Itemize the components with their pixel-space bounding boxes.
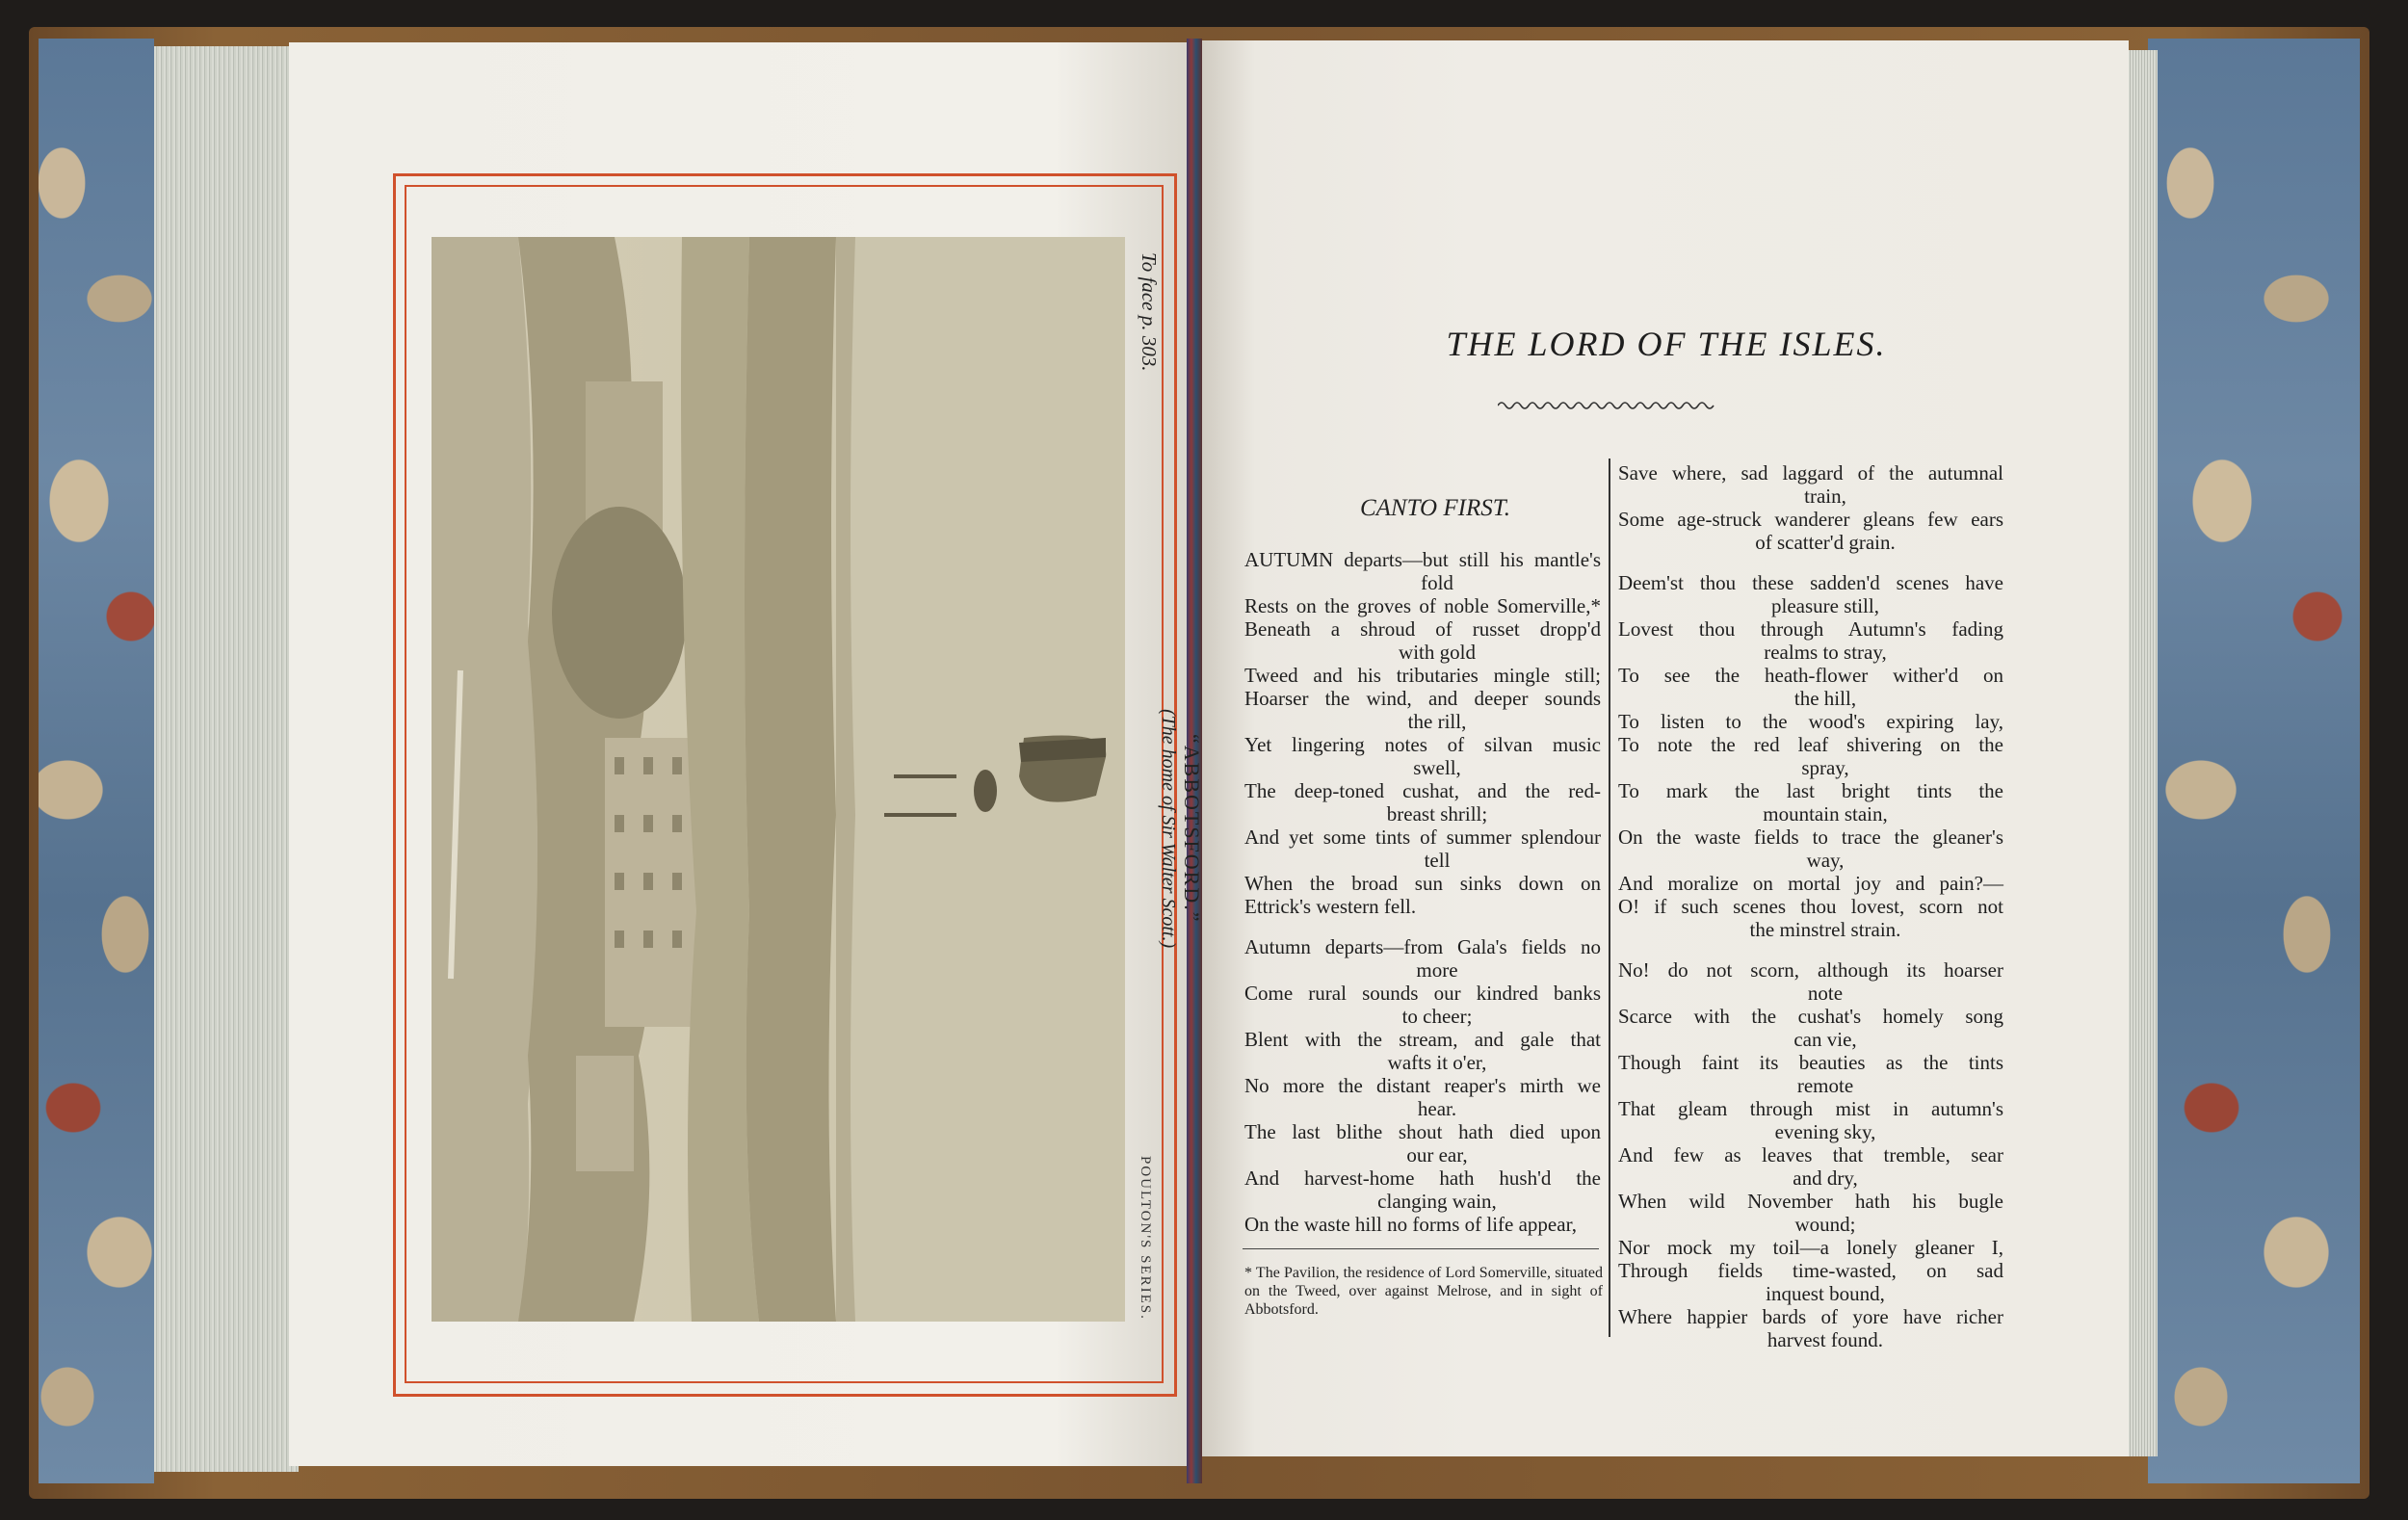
plate-caption-subtitle: (The home of Sir Walter Scott.) [1158,708,1179,949]
poem-line: Blent with the stream, and gale that [1244,1028,1601,1051]
poem-line: Through fields time-wasted, on sad [1618,1259,2003,1282]
poem-line: tell [1424,849,1451,872]
poem-column-right [1618,462,2003,1370]
canto-heading: CANTO FIRST. [1359,495,1511,521]
poem-line: our ear, [1406,1143,1468,1166]
poem-line: And yet some tints of summer splendour [1244,826,1601,849]
poem-line: of scatter'd grain. [1755,531,1896,554]
stanza [1244,549,1601,917]
abbotsford-photograph [432,237,1125,1322]
poem-line: Nor mock my toil—a lonely gleaner I, [1618,1236,2003,1259]
poem-line: When the broad sun sinks down on [1244,872,1601,895]
poem-line: Rests on the groves of noble Somerville,* [1244,594,1601,617]
poem-line: The deep-toned cushat, and the red- [1244,779,1601,802]
marbled-endpaper-left [39,39,154,1483]
footnote-rule [1243,1248,1599,1249]
photograph-image [432,237,1125,1322]
poem-line: On the waste fields to trace the gleaner's [1618,826,2003,849]
poem-line: wafts it o'er, [1387,1051,1487,1074]
poem-line: with gold [1399,641,1476,664]
poem-line: spray, [1801,756,1849,779]
title-ornament [1498,399,1714,412]
poem-line: No more the distant reaper's mirth we [1244,1074,1601,1097]
poem-line: To see the heath-flower wither'd on [1618,664,2003,687]
poem-line: the minstrel strain. [1749,918,1901,941]
poem-line: note [1807,982,1844,1005]
poem-line: pleasure still, [1771,594,1879,617]
stanza [1618,572,2003,940]
plate-caption-title: “ABBOTSFORD.” [1180,733,1204,924]
poem-line: AUTUMN departs—but still his mantle's [1244,548,1601,571]
poem-line: When wild November hath his bugle [1618,1190,2003,1213]
poem-line: Save where, sad laggard of the autumnal [1618,461,2003,485]
poem-line: hear. [1417,1097,1457,1120]
poem-line: No! do not scorn, although its hoarser [1618,958,2003,982]
poem-line: Deem'st thou these sadden'd scenes have [1618,571,2003,594]
series-label: POULTON'S SERIES. [1138,1156,1153,1321]
poem-title: THE LORD OF THE ISLES. [1446,325,1887,363]
poem-line: The last blithe shout hath died upon [1244,1120,1601,1143]
poem-line: To listen to the wood's expiring lay, [1618,710,2003,733]
poem-line: Hoarser the wind, and deeper sounds [1244,687,1601,710]
poem-line: inquest bound, [1766,1282,1885,1305]
poem-line: can vie, [1793,1028,1857,1051]
poem-line: Yet lingering notes of silvan music [1244,733,1601,756]
poem-line: clanging wain, [1377,1190,1497,1213]
page-edges-left [154,46,299,1472]
poem-line: Beneath a shroud of russet dropp'd [1244,617,1601,641]
poem-line: Tweed and his tributaries mingle still; [1244,664,1601,687]
poem-line: Come rural sounds our kindred banks [1244,982,1601,1005]
poem-line: Where happier bards of yore have richer [1618,1305,2003,1328]
stanza [1618,462,2003,553]
stanza [1618,959,2003,1350]
poem-line: to cheer; [1401,1005,1473,1028]
poem-line: harvest found. [1767,1328,1884,1351]
poem-line: On the waste hill no forms of life appear, [1244,1213,1577,1236]
poem-line: evening sky, [1774,1120,1876,1143]
poem-line: Some age-struck wanderer gleans few ears [1618,508,2003,531]
poem-line: fold [1421,571,1453,594]
poem-line: the rill, [1407,710,1467,733]
poem-line: breast shrill; [1386,802,1488,826]
poem-line: way, [1806,849,1845,872]
poem-line: realms to stray, [1764,641,1887,664]
poem-line: That gleam through mist in autumn's [1618,1097,2003,1120]
plate-page-reference: To face p. 303. [1138,252,1161,372]
poem-line: the hill, [1793,687,1857,710]
poem-line: Ettrick's western fell. [1244,895,1417,918]
poem-line: And moralize on mortal joy and pain?— [1618,872,2003,895]
poem-line: To note the red leaf shivering on the [1618,733,2003,756]
poem-line: Lovest thou through Autumn's fading [1618,617,2003,641]
poem-line: And few as leaves that tremble, sear [1618,1143,2003,1166]
poem-line: Though faint its beauties as the tints [1618,1051,2003,1074]
poem-line: swell, [1413,756,1461,779]
stanza [1244,936,1601,1235]
poem-line: To mark the last bright tints the [1618,779,2003,802]
poem-line: And harvest-home hath hush'd the [1244,1166,1601,1190]
footnote: * The Pavilion, the residence of Lord Somerville, situated on the Tweed, over against Melrose, and in sight of Abbotsford. [1244,1265,1603,1318]
poem-line: wound; [1794,1213,1856,1236]
poem-line: train, [1804,485,1846,508]
poem-line: and dry, [1793,1166,1858,1190]
column-divider [1609,459,1610,1337]
poem-line: Autumn departs—from Gala's fields no [1244,935,1601,958]
marbled-endpaper-right [2148,39,2360,1483]
poem-line: remote [1796,1074,1854,1097]
poem-line: more [1416,958,1458,982]
plate-caption [1127,626,1204,1031]
poem-line: O! if such scenes thou lovest, scorn not [1618,895,2003,918]
poem-line: Scarce with the cushat's homely song [1618,1005,2003,1028]
poem-line: mountain stain, [1763,802,1888,826]
poem-column-left [1244,549,1601,1254]
